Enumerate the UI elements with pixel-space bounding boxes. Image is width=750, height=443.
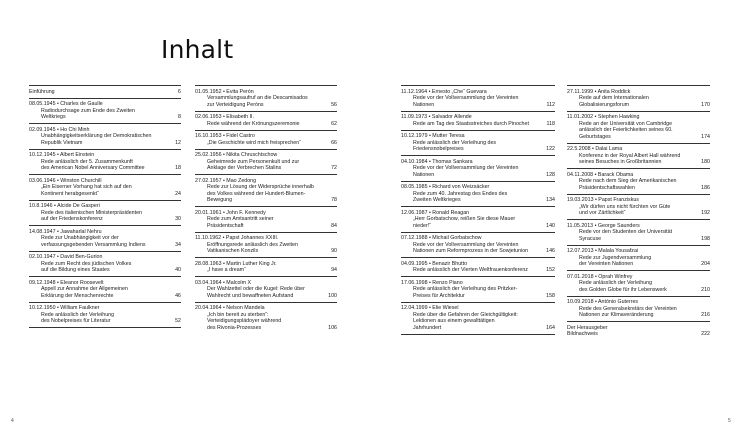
toc-entry-subtitle: Nationen xyxy=(413,101,435,108)
toc-entry-heading: 09.12.1948 • Eleanor Roosevelt xyxy=(29,279,104,286)
toc-entry-subtitle: Konferenz in der Royal Albert Hall während xyxy=(579,152,681,159)
toc-entry-subtitle: verfassungsgebenden Versammlung Indiens xyxy=(41,241,146,248)
toc-page-number: 94 xyxy=(331,267,337,273)
toc-entry-subtitle: Nationen zum Reformprozess in der Sowjetunion xyxy=(413,248,529,254)
toc-entry-subtitle: Rede zur Jugendversammlung xyxy=(579,254,652,261)
toc-entry-text xyxy=(401,261,539,274)
toc-entry-text xyxy=(401,280,539,300)
toc-entry-heading: 10.8.1946 • Alcide De Gasperi xyxy=(29,203,100,209)
toc-page-number: 40 xyxy=(175,267,181,273)
toc-entry-subtitle: anlässlich der Feierlichkeiten seines 60. xyxy=(579,127,673,133)
toc-entry-subtitle: Geheimrede zum Personenkult und zur xyxy=(207,158,300,165)
toc-column-1 xyxy=(29,85,181,328)
toc-entry-text xyxy=(401,210,539,230)
page-number-left: 4 xyxy=(11,418,14,424)
toc-entry-heading: 11.01.2002 • Stephen Hawking xyxy=(567,114,640,120)
toc-entry-subtitle: Preises für Architektur xyxy=(413,292,465,299)
toc-entry-subtitle: „Herr Gorbatschow, reißen Sie diese Mauer xyxy=(413,216,516,222)
toc-entry[interactable] xyxy=(195,303,337,334)
toc-entry[interactable] xyxy=(195,86,337,112)
toc-entry[interactable] xyxy=(567,86,710,112)
toc-entry-heading: 02.06.1953 • Elisabeth II. xyxy=(195,114,254,120)
toc-page-number: 56 xyxy=(331,101,337,108)
toc-page-number: 222 xyxy=(701,331,710,337)
toc-entry-subtitle: Friedensnobelpreises xyxy=(413,146,464,152)
toc-entry-subtitle: Syracuse xyxy=(579,235,602,242)
toc-entry-subtitle: Rede anlässlich der Verleihung des Pritzker- xyxy=(413,286,518,292)
toc-page-number: 100 xyxy=(328,292,337,299)
toc-entry-heading: 04.10.1984 • Thomas Sankara xyxy=(401,158,473,165)
toc-page-number: 8 xyxy=(178,114,181,120)
toc-entry[interactable] xyxy=(29,201,181,227)
toc-column-3 xyxy=(401,85,555,335)
toc-entry-subtitle: Radiodurchsage zum Ende des Zweiten xyxy=(41,107,135,114)
toc-entry-heading: 11.12.1964 • Ernesto „Che“ Guevara xyxy=(401,88,487,95)
toc-entry-subtitle: Vatikanischen Konzils xyxy=(207,248,259,254)
toc-entry-subtitle: Versammlungsaufruf an die Descamisados xyxy=(207,95,308,101)
toc-entry-subtitle: des Volkes während der Hundert-Blumen- xyxy=(207,190,306,197)
toc-entry-subtitle: „I have a dream“ xyxy=(207,267,246,273)
toc-entry-text xyxy=(29,254,165,274)
toc-entry-text xyxy=(195,280,321,300)
toc-entry-subtitle: Rede des Generalsekretärs der Vereinten xyxy=(579,305,677,312)
toc-entry-subtitle: Rede vor der Vollversammlung der Vereinten xyxy=(413,165,519,171)
toc-entry-text xyxy=(29,229,165,249)
toc-entry-heading: 02.09.1945 • Ho Chi Minh xyxy=(29,126,90,133)
toc-entry[interactable] xyxy=(567,220,710,246)
toc-page-number: 106 xyxy=(328,324,337,331)
toc-entry-subtitle: Nationen xyxy=(413,171,435,178)
toc-entry-subtitle: Rede anlässlich der Verleihung xyxy=(41,311,115,318)
toc-page-number: 140 xyxy=(546,222,555,229)
toc-entry-text xyxy=(29,152,165,172)
toc-entry-heading: 27.11.1999 • Anita Roddick xyxy=(567,88,631,95)
toc-page-number: 118 xyxy=(546,120,555,127)
toc-entry-heading: 08.05.1985 • Richard von Weizsäcker xyxy=(401,184,490,190)
toc-entry[interactable] xyxy=(195,277,337,303)
toc-entry-subtitle: Rede anlässlich der Vierten Weltfrauenkonferenz xyxy=(413,267,528,273)
toc-entry-heading: 12.06.1987 • Ronald Reagan xyxy=(401,209,470,216)
toc-entry-text xyxy=(29,203,165,223)
toc-entry-subtitle: „Die Geschichte wird mich freisprechen“ xyxy=(207,139,301,146)
toc-entry[interactable] xyxy=(29,226,181,252)
toc-page-number: 146 xyxy=(546,248,555,254)
toc-entry-heading: 03.06.1946 • Winston Churchill xyxy=(29,177,102,184)
toc-entry[interactable] xyxy=(195,207,337,233)
toc-page-number: 204 xyxy=(701,261,710,267)
toc-entry-heading: 11.09.1973 • Salvador Allende xyxy=(401,114,472,120)
toc-entry-subtitle: nieder!“ xyxy=(413,222,431,229)
toc-entry[interactable] xyxy=(567,297,710,323)
toc-entry[interactable] xyxy=(401,207,555,233)
toc-entry-subtitle: der Vereinten Nationen xyxy=(579,261,634,267)
toc-entry-text xyxy=(195,89,321,109)
toc-entry[interactable] xyxy=(401,233,555,259)
toc-entry-text xyxy=(567,299,694,319)
toc-entry-subtitle: Rede während der Krönungszeremonie xyxy=(207,120,300,127)
toc-entry-subtitle: Rede vor den Studenten der Universität xyxy=(579,229,673,235)
toc-entry-subtitle: Erklärung der Menschenrechte xyxy=(41,292,114,299)
toc-entry-text xyxy=(567,89,694,109)
toc-entry-heading: 27.02.1957 • Mao Zedong xyxy=(195,177,257,184)
toc-entry-subtitle: Anklage der Verbrechen Stalins xyxy=(207,165,282,171)
toc-entry-text xyxy=(29,280,165,300)
toc-entry-subtitle: Rede zum Amtsantritt seiner xyxy=(207,216,274,222)
toc-entry-heading: 04.09.1995 • Benazir Bhutto xyxy=(401,260,468,267)
toc-entry[interactable] xyxy=(567,271,710,297)
toc-entry-heading: 28.08.1963 • Martin Luther King Jr. xyxy=(195,260,277,267)
toc-page-number: 72 xyxy=(331,165,337,171)
toc-entry[interactable] xyxy=(29,86,181,99)
toc-entry[interactable] xyxy=(195,175,337,207)
toc-entry-subtitle: Jahrhundert xyxy=(413,324,442,331)
toc-entry-heading: 08.05.1945 • Charles de Gaulle xyxy=(29,101,103,107)
toc-entry[interactable] xyxy=(401,303,555,335)
toc-entry-subtitle: zur Verteidigung Peróns xyxy=(207,101,264,108)
toc-entry-subtitle: Rede zum 40. Jahrestag des Endes des xyxy=(413,190,508,197)
toc-entry-text xyxy=(195,152,321,172)
page-title: Inhalt xyxy=(161,35,234,64)
toc-entry[interactable] xyxy=(29,175,181,201)
toc-entry-subtitle: Bildnachweis xyxy=(567,331,598,337)
toc-page-number: 24 xyxy=(175,190,181,197)
toc-entry[interactable] xyxy=(29,252,181,278)
toc-page-number: 186 xyxy=(701,184,710,191)
toc-entry-text xyxy=(195,261,321,274)
toc-entry-text xyxy=(195,133,321,146)
toc-entry[interactable] xyxy=(29,99,181,125)
toc-page-number: 112 xyxy=(546,101,555,108)
toc-entry-heading: 10.12.1950 • William Faulkner xyxy=(29,305,100,311)
toc-page-number: 66 xyxy=(331,139,337,146)
toc-entry-heading: 17.06.1998 • Renzo Piano xyxy=(401,279,463,286)
toc-entry-text xyxy=(195,235,321,255)
toc-entry-subtitle: des American Nobel Anniversary Committee xyxy=(41,165,145,171)
toc-entry[interactable] xyxy=(567,322,710,340)
toc-entry-heading: 07.01.2018 • Oprah Winfrey xyxy=(567,273,633,280)
toc-page-number: 164 xyxy=(546,324,555,331)
toc-entry-subtitle: seines Besuches in Großbritannien xyxy=(579,159,662,165)
toc-entry-subtitle: Appell zur Annahme der Allgemeinen xyxy=(41,286,128,292)
toc-page-number: 18 xyxy=(175,165,181,171)
toc-entry-text xyxy=(401,305,539,331)
toc-entry[interactable] xyxy=(195,150,337,176)
toc-entry[interactable] xyxy=(29,303,181,329)
toc-entry-text xyxy=(29,127,165,147)
toc-entry[interactable] xyxy=(29,150,181,176)
toc-page-number: 90 xyxy=(331,248,337,254)
toc-page-number: 198 xyxy=(701,235,710,242)
toc-entry-subtitle: des Nobelpreises für Literatur xyxy=(41,318,111,324)
toc-entry-text xyxy=(401,133,539,153)
toc-page-number: 78 xyxy=(331,197,337,203)
toc-entry-subtitle: Rede an der Universität von Cambridge xyxy=(579,120,673,127)
toc-entry[interactable] xyxy=(567,195,710,221)
toc-page-number: 34 xyxy=(175,241,181,248)
toc-column-4 xyxy=(567,85,710,340)
page-number-right: 5 xyxy=(728,418,731,424)
toc-entry-heading: 20.01.1961 • John F. Kennedy xyxy=(195,209,266,216)
toc-entry-text xyxy=(195,305,321,331)
toc-entry-subtitle: Rede nach dem Sieg der Amerikanischen xyxy=(579,178,677,184)
toc-entry[interactable] xyxy=(567,246,710,272)
toc-entry-subtitle: Weltkriegs xyxy=(41,114,66,120)
toc-page-number: 128 xyxy=(546,171,555,178)
toc-entry[interactable] xyxy=(401,182,555,208)
toc-entry-subtitle: Rede vor der Vollversammlung der Vereinten xyxy=(413,95,519,101)
toc-entry-text xyxy=(401,235,539,255)
toc-entry-text xyxy=(401,159,539,179)
toc-entry[interactable] xyxy=(567,169,710,195)
toc-page-number: 152 xyxy=(546,267,555,273)
toc-page-number: 216 xyxy=(701,312,710,318)
toc-entry-subtitle: Rede vor der Vollversammlung der Vereinten xyxy=(413,241,519,248)
toc-entry-subtitle: und vor Zärtlichkeit“ xyxy=(579,210,626,216)
toc-entry-subtitle: Globalisierungsforum xyxy=(579,101,630,108)
toc-entry-heading: 10.12.1979 • Mutter Teresa xyxy=(401,133,465,139)
toc-entry-subtitle: Der Wahlzettel oder die Kugel: Rede über xyxy=(207,286,305,292)
toc-entry-text xyxy=(195,114,321,127)
toc-entry-subtitle: Rede zur Unabhängigkeit vor der xyxy=(41,235,119,241)
toc-entry-text xyxy=(567,223,694,243)
toc-entry[interactable] xyxy=(29,124,181,150)
toc-entry-heading: 01.05.1952 • Evita Perón xyxy=(195,88,254,95)
toc-entry-subtitle: „Ich bin bereit zu sterben“: xyxy=(207,311,269,318)
toc-entry-subtitle: Geburtstages xyxy=(579,133,611,140)
toc-entry[interactable] xyxy=(401,258,555,277)
toc-entry-subtitle: Rede am Tag des Staatsstreiches durch Pinochet xyxy=(413,120,529,127)
toc-page-number: 122 xyxy=(546,146,555,152)
toc-page-number: 84 xyxy=(331,222,337,229)
toc-entry-subtitle: Rede zur Lösung der Widersprüche innerhalb xyxy=(207,184,314,190)
toc-entry[interactable] xyxy=(401,86,555,112)
toc-entry[interactable] xyxy=(401,112,555,131)
toc-entry-heading: Der Herausgeber xyxy=(567,324,608,331)
toc-entry-text xyxy=(29,89,165,96)
toc-entry-subtitle: Rede über die Gefahren der Gleichgültigkeit: xyxy=(413,311,518,318)
toc-entry-heading: 03.04.1964 • Malcolm X xyxy=(195,279,252,286)
toc-entry-text xyxy=(195,210,321,230)
toc-entry-heading: 20.04.1964 • Nelson Mandela xyxy=(195,305,265,311)
toc-entry-subtitle: Rede anlässlich der 5. Zusammenkunft xyxy=(41,158,133,165)
toc-entry-subtitle: Rede anlässlich der Verleihung des xyxy=(413,139,497,146)
toc-entry[interactable] xyxy=(567,112,710,144)
toc-page-number: 170 xyxy=(701,101,710,108)
toc-entry-subtitle: Verteidigungsplädoyer während xyxy=(207,318,282,324)
toc-page-number: 30 xyxy=(175,216,181,222)
toc-entry-subtitle: des Golden Globe für ihr Lebenswerk xyxy=(579,286,667,293)
toc-page-number: 46 xyxy=(175,292,181,299)
toc-entry[interactable] xyxy=(401,131,555,157)
toc-entry-heading: 11.05.2013 • George Saunders xyxy=(567,222,640,229)
toc-page-number: 134 xyxy=(546,197,555,203)
toc-entry-heading: 11.10.1962 • Papst Johannes XXIII. xyxy=(195,235,279,241)
toc-page-number: 210 xyxy=(701,286,710,293)
toc-entry-subtitle: auf der Friedenskonferenz xyxy=(41,216,103,222)
toc-entry-subtitle: Republik Vietnam xyxy=(41,139,83,146)
toc-entry-subtitle: Rede zum Recht des jüdischen Volkes xyxy=(41,260,132,267)
toc-entry-heading: 14.08.1947 • Jawaharlal Nehru xyxy=(29,228,102,235)
toc-page-number: 12 xyxy=(175,139,181,146)
toc-entry-text xyxy=(29,305,165,325)
toc-entry-subtitle: Lektionen aus einem gewalttätigen xyxy=(413,318,495,324)
toc-entry-subtitle: auf die Bildung eines Staates xyxy=(41,267,110,273)
toc-entry-subtitle: Bewegung xyxy=(207,197,233,203)
toc-entry-subtitle: Rede auf dem Internationalen xyxy=(579,95,649,101)
toc-entry-subtitle: Präsidentschaft xyxy=(207,222,244,229)
toc-entry-text xyxy=(567,274,694,294)
toc-entry[interactable] xyxy=(567,144,710,170)
toc-entry-heading: 12.04.1999 • Elie Wiesel xyxy=(401,305,459,311)
toc-entry-subtitle: Unabhängigkeitserklärung der Demokratischen xyxy=(41,133,152,139)
toc-entry-heading: 19.03.2013 • Papst Franziskus xyxy=(567,197,639,203)
toc-page-number: 158 xyxy=(546,292,555,299)
toc-entry-heading: 02.10.1947 • David Ben-Gurion xyxy=(29,254,103,260)
toc-entry-text xyxy=(567,146,694,166)
toc-entry-heading: 07.12.1988 • Michail Gorbatschow xyxy=(401,235,482,241)
toc-page-number: 180 xyxy=(701,159,710,165)
toc-entry-subtitle: Präsidentschaftswahlen xyxy=(579,184,635,191)
toc-entry-subtitle: Nationen zur Klimaveränderung xyxy=(579,312,654,318)
toc-entry-subtitle: „Ein Eiserner Vorhang hat sich auf den xyxy=(41,184,132,190)
toc-entry-heading: Einführung xyxy=(29,88,55,95)
toc-entry[interactable] xyxy=(29,277,181,303)
toc-page-number: 52 xyxy=(175,318,181,324)
toc-entry-heading: 12.07.2013 • Malala Yousafzai xyxy=(567,248,639,254)
toc-entry-heading: 16.10.1953 • Fidel Castro xyxy=(195,133,255,139)
toc-entry-heading: 22.5.2008 • Dalai Lama xyxy=(567,146,623,152)
toc-entry-text xyxy=(29,101,165,121)
toc-entry-text xyxy=(29,178,165,198)
toc-page-number: 62 xyxy=(331,120,337,127)
toc-entry-subtitle: Rede anlässlich der Verleihung xyxy=(579,280,653,286)
toc-entry-text xyxy=(567,114,694,140)
toc-page-number: 174 xyxy=(701,133,710,140)
toc-entry-text xyxy=(401,114,539,127)
toc-entry-text xyxy=(195,178,321,204)
toc-entry-subtitle: Kontinent herabgesenkt“ xyxy=(41,190,99,197)
toc-entry[interactable] xyxy=(195,112,337,131)
toc-entry-text xyxy=(567,325,694,338)
toc-page-number: 6 xyxy=(178,88,181,95)
toc-page-number: 192 xyxy=(701,210,710,216)
toc-entry-heading: 04.11.2008 • Barack Obama xyxy=(567,171,634,178)
toc-entry[interactable] xyxy=(195,131,337,150)
toc-entry-heading: 10.09.2018 • António Guterres xyxy=(567,299,639,305)
toc-entry-heading: 10.12.1945 • Albert Einstein xyxy=(29,152,95,158)
toc-entry-text xyxy=(401,89,539,109)
toc-column-2 xyxy=(195,85,337,334)
toc-entry[interactable] xyxy=(401,277,555,303)
toc-entry-subtitle: Zweiten Weltkrieges xyxy=(413,197,461,203)
toc-entry-text xyxy=(567,172,694,192)
toc-entry[interactable] xyxy=(195,233,337,259)
toc-entry-subtitle: Rede des italienischen Ministerpräsidenten xyxy=(41,209,142,216)
toc-entry-text xyxy=(567,197,694,217)
toc-entry-heading: 25.02.1956 • Nikita Chruschtschow xyxy=(195,152,278,158)
toc-entry[interactable] xyxy=(195,258,337,277)
toc-entry-subtitle: des Rivonia-Prozesses xyxy=(207,324,262,331)
toc-entry[interactable] xyxy=(401,156,555,182)
toc-entry-subtitle: „Wir dürfen uns nicht fürchten vor Güte xyxy=(579,203,671,210)
toc-entry-subtitle: Wahlrecht und bewaffneten Aufstand xyxy=(207,292,294,299)
toc-entry-subtitle: Eröffnungsrede anlässlich des Zweiten xyxy=(207,241,298,248)
toc-entry-text xyxy=(401,184,539,204)
toc-entry-text xyxy=(567,248,694,268)
